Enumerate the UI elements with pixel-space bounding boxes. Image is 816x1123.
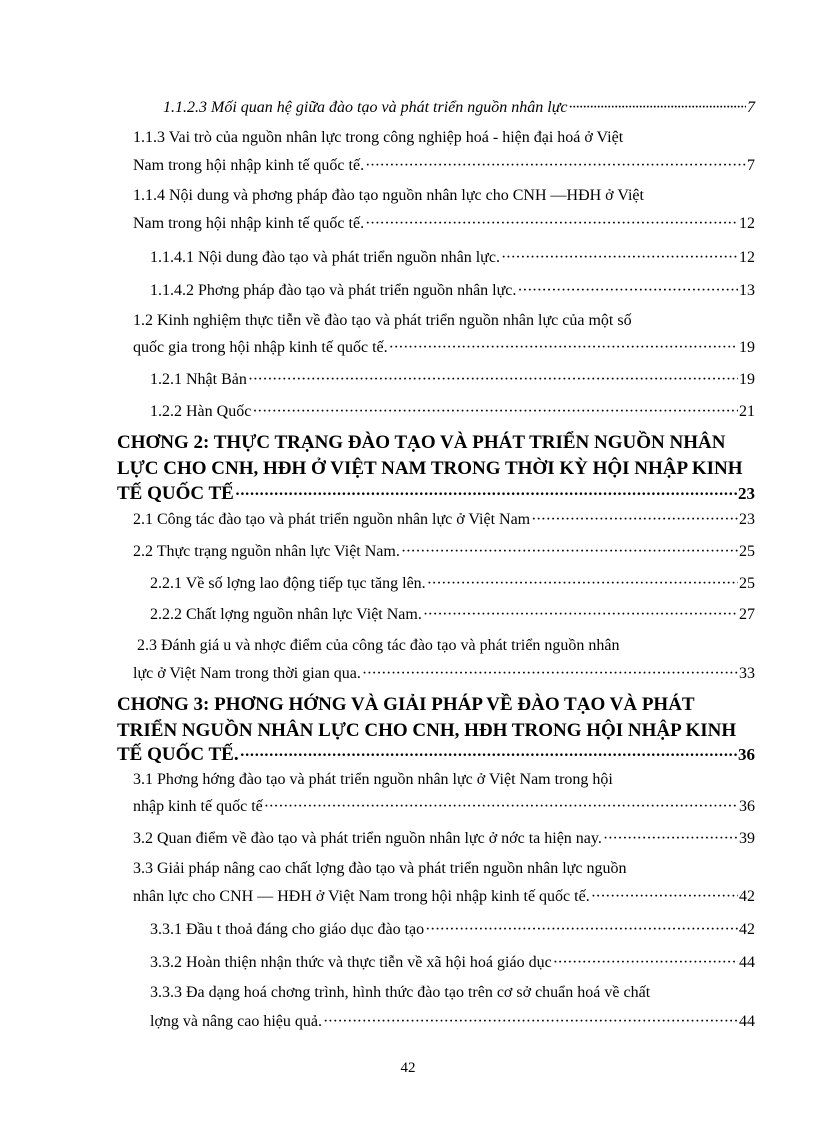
toc-entry-title: 2.1 Công tác đào tạo và phát triển nguồn nhân lực ở Việt Nam — [133, 511, 531, 528]
toc-entry — [133, 214, 755, 234]
toc-entry-title: 1.1.3 Vai trò của nguồn nhân lực trong công nghiệp hoá - hiện đại hoá ở Việt — [133, 129, 624, 146]
toc-entry-title: 1.1.4 Nội dung và phơng pháp đào tạo nguồn nhân lực cho CNH —HĐH ở Việt — [133, 187, 644, 204]
toc-entry-title: 3.1 Phơng hớng đào tạo và phát triển nguồn nhân lực ở Việt Nam trong hội — [133, 771, 613, 788]
toc-entry-title: nhân lực cho CNH — HĐH ở Việt Nam trong hội nhập kinh tế quốc tế. — [133, 888, 590, 905]
toc-entry-page: 7 — [747, 99, 755, 116]
toc-entry-title: 1.1.4.2 Phơng pháp đào tạo và phát triển nguồn nhân lực. — [150, 282, 517, 299]
toc-entry-page: 13 — [739, 282, 755, 299]
toc-entry — [133, 156, 755, 176]
toc-entry-title: 2.2.1 Về số lợng lao động tiếp tục tăng lên. — [150, 575, 426, 592]
chapter-entry — [117, 745, 755, 766]
toc-entry — [133, 338, 755, 358]
toc-entry-title: lực ở Việt Nam trong thời gian qua. — [133, 665, 361, 682]
toc-entry-page: 21 — [739, 403, 755, 420]
toc-entry — [150, 370, 755, 390]
chapter-heading: CHƠNG 2: THỰC TRẠNG ĐÀO TẠO VÀ PHÁT TRIỂN NGUỒN NHÂN — [117, 432, 726, 453]
toc-entry-title: 2.2 Thực trạng nguồn nhân lực Việt Nam. — [133, 543, 400, 560]
toc-entry-title: nhập kinh tế quốc tế — [133, 798, 263, 815]
toc-entry-page: 25 — [739, 575, 755, 592]
chapter-entry — [117, 484, 755, 505]
toc-entry — [150, 920, 755, 940]
toc-entry-page: 42 — [739, 921, 755, 938]
toc-entry-page: 25 — [739, 543, 755, 560]
toc-entry-page: 12 — [739, 249, 755, 266]
toc-entry-title: 1.2.2 Hàn Quốc — [150, 403, 252, 420]
toc-entry-page: 44 — [739, 954, 755, 971]
toc-entry — [150, 248, 755, 268]
toc-entry-page: 12 — [739, 215, 755, 232]
toc-entry — [133, 664, 755, 684]
toc-entry-title: 1.1.2.3 Mối quan hệ giữa đào tạo và phát triển nguồn nhân lực — [163, 99, 568, 116]
toc-entry-page: 44 — [739, 1013, 755, 1030]
toc-entry-title: 1.1.4.1 Nội dung đào tạo và phát triển nguồn nhân lực. — [150, 249, 500, 266]
toc-entry-page: 36 — [739, 798, 755, 815]
toc-entry — [150, 574, 755, 594]
toc-entry-title: 2.2.2 Chất lợng nguồn nhân lực Việt Nam. — [150, 606, 422, 623]
toc-entry-page: 39 — [739, 830, 755, 847]
toc-entry — [150, 1012, 755, 1032]
chapter-heading: LỰC CHO CNH, HĐH Ở VIỆT NAM TRONG THỜI KỲ HỘI NHẬP KINH — [117, 458, 743, 479]
toc-entry — [150, 605, 755, 625]
chapter-heading: TRIỂN NGUỒN NHÂN LỰC CHO CNH, HĐH TRONG HỘI NHẬP KINH — [117, 720, 737, 741]
toc-entry-title: 3.3.3 Đa dạng hoá chơng trình, hình thức đào tạo trên cơ sở chuẩn hoá về chất — [150, 984, 651, 1001]
toc-entry-title: 3.3 Giải pháp nâng cao chất lợng đào tạo và phát triển nguồn nhân lực nguồn — [133, 860, 627, 877]
toc-entry — [150, 402, 755, 422]
page-number: 42 — [400, 1060, 416, 1076]
toc-entry-title: lợng và nâng cao hiệu quả. — [150, 1013, 322, 1030]
toc-entry-title: 3.3.2 Hoàn thiện nhận thức và thực tiễn về xã hội hoá giáo dục — [150, 954, 552, 971]
toc-entry-page: 42 — [739, 888, 755, 905]
toc-entry-title: 1.2.1 Nhật Bản — [150, 371, 247, 388]
toc-entry — [133, 542, 755, 562]
chapter-heading: CHƠNG 3: PHƠNG HỚNG VÀ GIẢI PHÁP VỀ ĐÀO TẠO VÀ PHÁT — [117, 694, 695, 715]
chapter-heading: TẾ QUỐC TẾ. — [117, 744, 239, 765]
toc-entry-title: 3.3.1 Đầu t thoả đáng cho giáo dục đào tạo — [150, 921, 425, 938]
toc-entry-page: 19 — [739, 339, 755, 356]
toc-entry-page: 19 — [739, 371, 755, 388]
toc-entry — [163, 98, 755, 118]
toc-entry — [133, 887, 755, 907]
toc-entry-page: 33 — [739, 665, 755, 682]
toc-entry — [150, 953, 755, 973]
toc-entry-title: Nam trong hội nhập kinh tế quốc tế. — [133, 215, 365, 232]
toc-entry-page: 23 — [739, 511, 755, 528]
toc-entry-title: 3.2 Quan điểm về đào tạo và phát triển nguồn nhân lực ở nớc ta hiện nay. — [133, 830, 602, 847]
toc-entry — [150, 281, 755, 301]
toc-entry-title: Nam trong hội nhập kinh tế quốc tế. — [133, 157, 365, 174]
toc-entry-title: 1.2 Kinh nghiệm thực tiễn về đào tạo và phát triển nguồn nhân lực của một số — [133, 312, 632, 329]
toc-entry-page: 27 — [739, 606, 755, 623]
toc-entry-page: 7 — [747, 157, 755, 174]
toc-entry-title: quốc gia trong hội nhập kinh tế quốc tế. — [133, 339, 388, 356]
toc-entry — [133, 797, 755, 817]
toc-entry-page: 36 — [738, 745, 755, 764]
toc-entry-title: 2.3 Đánh giá u và nhợc điểm của công tác đào tạo và phát triển nguồn nhân — [137, 637, 620, 654]
chapter-heading: TẾ QUỐC TẾ — [117, 483, 234, 504]
toc-entry — [133, 510, 755, 530]
toc-entry — [133, 829, 755, 849]
toc-entry-page: 23 — [738, 484, 755, 503]
